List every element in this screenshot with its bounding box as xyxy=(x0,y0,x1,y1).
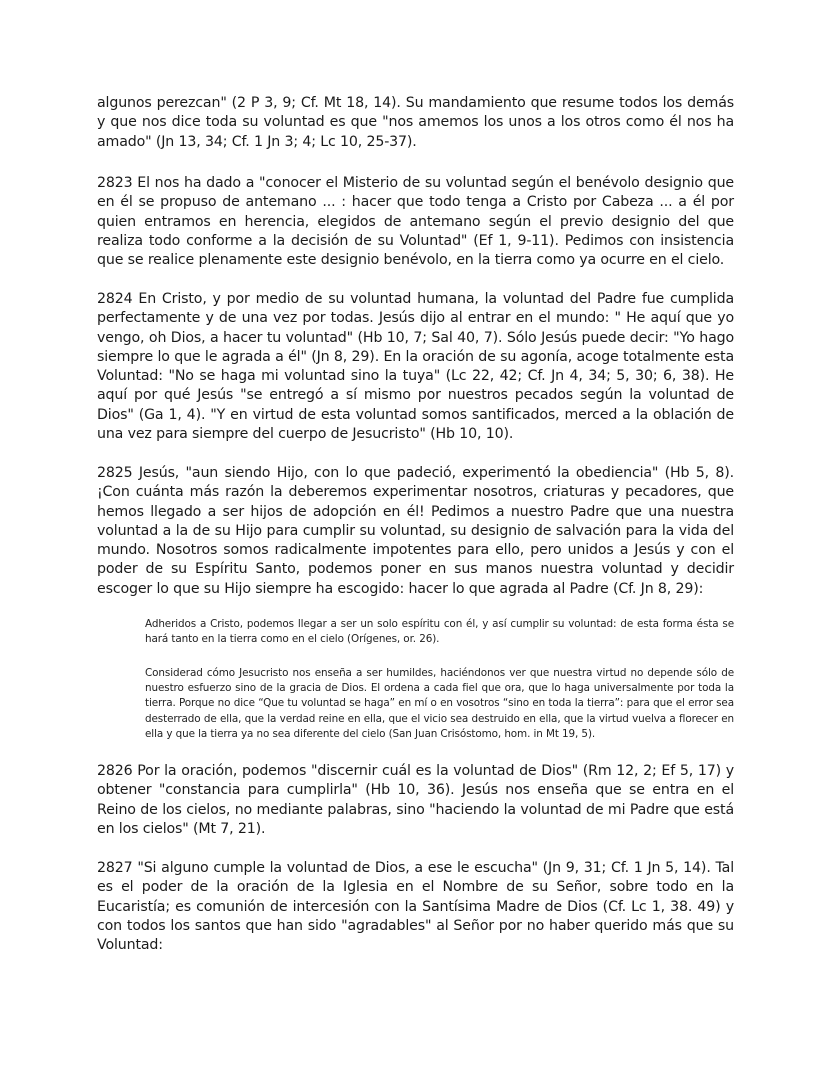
paragraph-2824: 2824 En Cristo, y por medio de su voluntad humana, la voluntad del Padre fue cumplida perfectamente y de una vez por todas. Jesús dijo al entrar en el mundo: " He aquí que yo vengo, oh Dios, a hacer tu voluntad" (Hb 10, 7; Sal 40, 7). Sólo Jesús puede decir: "Yo hago siempre lo que le agrada a él" (Jn 8, 29). En la oración de su agonía, acoge totalmente esta Voluntad: "No se haga mi voluntad sino la tuya" (Lc 22, 42; Cf. Jn 4, 34; 5, 30; 6, 38). He aquí por qué Jesús "se entregó a sí mismo por nuestros pecados según la voluntad de Dios" (Ga 1, 4). "Y en virtud de esta voluntad somos santificados, merced a la oblación de una vez para siempre del cuerpo de Jesucristo" (Hb 10, 10). xyxy=(97,291,734,443)
quote-crisostomo: Considerad cómo Jesucristo nos enseña a ser humildes, haciéndonos ver que nuestra virtud no depende sólo de nuestro esfuerzo sino de la gracia de Dios. El ordena a cada fiel que ora, que lo haga universalmente por toda la tierra. Porque no dice “Que tu voluntad se haga” en mí o en vosotros “sino en toda la tierra”: para que el error sea desterrado de ella, que la verdad reine en ella, que el vicio sea destruido en ella, que la virtud vuelva a florecer en ella y que la tierra ya no sea diferente del cielo (San Juan Crisóstomo, hom. in Mt 19, 5). xyxy=(145,667,734,740)
paragraph-2827: 2827 "Si alguno cumple la voluntad de Dios, a ese le escucha" (Jn 9, 31; Cf. 1 Jn 5, 14). Tal es el poder de la oración de la Iglesia en el Nombre de su Señor, sobre todo en la Eucaristía; es comunión de intercesión con la Santísima Madre de Dios (Cf. Lc 1, 38. 49) y con todos los santos que han sido "agradables" al Señor por no haber querido más que su Voluntad: xyxy=(97,860,734,954)
paragraph-2825: 2825 Jesús, "aun siendo Hijo, con lo que padeció, experimentó la obediencia" (Hb 5, 8). ¡Con cuánta más razón la deberemos experimentar nosotros, criaturas y pecadores, que hemos llegado a ser hijos de adopción en él! Pedimos a nuestro Padre que una nuestra voluntad a la de su Hijo para cumplir su voluntad, su designio de salvación para la vida del mundo. Nosotros somos radicalmente impotentes para ello, pero unidos a Jesús y con el poder de su Espíritu Santo, podemos poner en sus manos nuestra voluntad y decidir escoger lo que su Hijo siempre ha escogido: hacer lo que agrada al Padre (Cf. Jn 8, 29): xyxy=(97,465,734,597)
quote-origenes: Adheridos a Cristo, podemos llegar a ser un solo espíritu con él, y así cumplir su voluntad: de esta forma ésta se hará tanto en la tierra como en el cielo (Orígenes, or. 26). xyxy=(145,618,734,646)
paragraph-intro: algunos perezcan" (2 P 3, 9; Cf. Mt 18, 14). Su mandamiento que resume todos los demás y que nos dice toda su voluntad es que "nos amemos los unos a los otros como él nos ha amado" (Jn 13, 34; Cf. 1 Jn 3; 4; Lc 10, 25-37). xyxy=(97,95,734,150)
paragraph-2826: 2826 Por la oración, podemos "discernir cuál es la voluntad de Dios" (Rm 12, 2; Ef 5, 17) y obtener "constancia para cumplirla" (Hb 10, 36). Jesús nos enseña que se entra en el Reino de los cielos, no mediante palabras, sino "haciendo la voluntad de mi Padre que está en los cielos" (Mt 7, 21). xyxy=(97,763,734,837)
paragraph-2823: 2823 El nos ha dado a "conocer el Misterio de su voluntad según el benévolo designio que en él se propuso de antemano ... : hacer que todo tenga a Cristo por Cabeza ... a él por quien entramos en herencia, elegidos de antemano según el previo designio del que realiza todo conforme a la decisión de su Voluntad" (Ef 1, 9-11). Pedimos con insistencia que se realice plenamente este designio benévolo, en la tierra como ya ocurre en el cielo. xyxy=(97,175,734,269)
